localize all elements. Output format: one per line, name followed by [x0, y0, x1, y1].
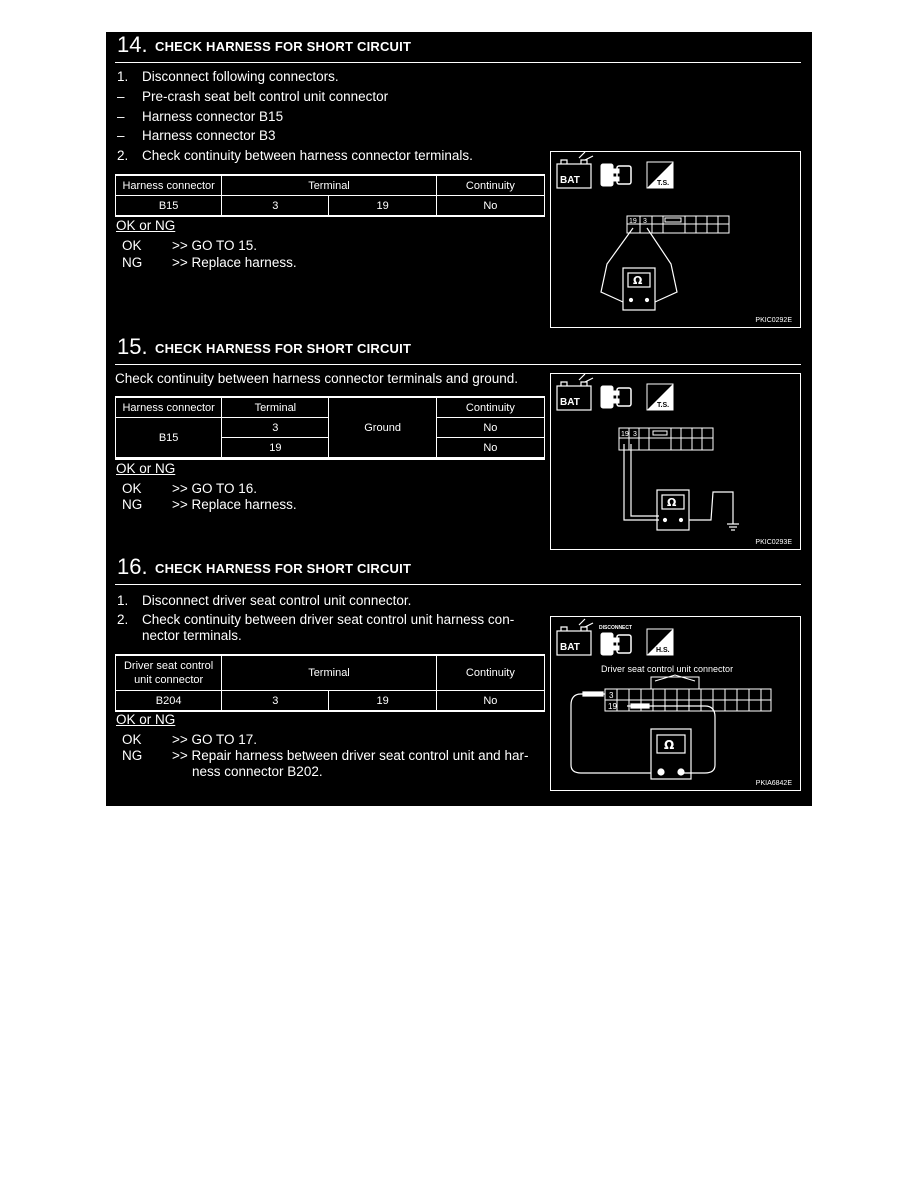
ground-diagram — [551, 374, 800, 549]
document-panel: 14. CHECK HARNESS FOR SHORT CIRCUIT 1. Disconnect following connectors. – Pre-crash seat belt control unit connector – Harness connector B15 – Harness connector B3 2. Check continuity between harness connector terminals. Harness connector Terminal Continuity B15 3 19 No OK or NG OK >> GO TO 15. NG >> Replace harness. BAT T.S. 19 3 Ω PKIC0292E 15. CHECK HARNESS FOR SHORT CIRCUIT Check continuity between harness connector terminals and ground. Harness connector Terminal Ground Continuity B15 3 No 19 No OK or NG OK >> GO TO 16. NG >> Replace harness. BAT T.S. 19 3 Ω PKIC0293E 16. CHECK HARNESS FOR SHORT CIRCUIT 1. Disconnect driver seat control unit connector. 2. Check continuity between driver seat control unit harness con- nector terminals. Driver seat control unit connector Terminal Continuity B204 3 19 No OK or NG OK >> GO TO 17. NG >> Repair harness between driver seat control unit and har- ness connector B202. BAT DISCONNECT H.S. Driver seat control unit connector 3 19 Ω PKIA6842E — [106, 32, 812, 806]
ok-or-ng-label: OK or NG — [116, 218, 176, 233]
terminal-3-label: 3 — [643, 218, 647, 225]
step-number: 14. — [117, 32, 148, 57]
table-divider — [115, 710, 545, 712]
svg-text:3: 3 — [609, 691, 614, 700]
ok-or-ng-label: OK or NG — [116, 712, 176, 727]
table-row: B15 3 19 No — [116, 196, 545, 216]
svg-text:BAT: BAT — [560, 642, 580, 653]
disconnect-label: DISCONNECT — [599, 625, 633, 631]
step-title: CHECK HARNESS FOR SHORT CIRCUIT — [155, 561, 412, 576]
disconnect-icon — [601, 633, 631, 655]
svg-text:Ω: Ω — [633, 274, 643, 287]
connector-icon — [601, 164, 631, 186]
svg-text:19: 19 — [621, 431, 629, 438]
svg-text:19: 19 — [608, 702, 617, 711]
ground-icon — [727, 524, 739, 530]
continuity-diagram — [551, 152, 800, 327]
step-title: CHECK HARNESS FOR SHORT CIRCUIT — [155, 39, 412, 54]
svg-text:Ω: Ω — [667, 496, 677, 509]
wiring-figure-14 — [550, 151, 801, 328]
step-15-header — [115, 334, 801, 365]
svg-text:Ω: Ω — [664, 738, 675, 752]
harness-sign-icon — [647, 629, 673, 655]
test-leads — [601, 228, 677, 302]
ohmmeter-icon — [651, 729, 691, 779]
table-divider — [115, 458, 545, 460]
figure-id: PKIA6842E — [755, 780, 792, 787]
table-row: B204 3 19 No — [116, 691, 545, 711]
test-icon — [647, 384, 673, 410]
ground-continuity-table: Harness connector Terminal Ground Continuity B15 3 No 19 No — [115, 396, 545, 458]
step-14-header — [115, 32, 801, 63]
continuity-table: Harness connector Terminal Continuity B15 3 19 No — [115, 174, 545, 216]
test-leads — [571, 692, 715, 773]
bat-label: BAT — [560, 397, 580, 408]
step-title: CHECK HARNESS FOR SHORT CIRCUIT — [155, 341, 412, 356]
step-16-header — [115, 554, 801, 585]
step-number: 16. — [117, 554, 148, 579]
step-number: 15. — [117, 334, 148, 359]
test-leads — [624, 444, 733, 524]
svg-text:3: 3 — [633, 431, 637, 438]
test-icon — [647, 162, 673, 188]
driver-seat-diagram — [551, 617, 800, 790]
continuity-table: Driver seat control unit connector Terminal Continuity B204 3 19 No — [115, 654, 545, 711]
svg-text:T.S.: T.S. — [657, 180, 670, 187]
table-row: B15 3 No — [116, 418, 545, 438]
figure-id: PKIC0293E — [755, 539, 792, 546]
table-row: 19 No — [116, 438, 545, 458]
wiring-figure-15 — [550, 373, 801, 550]
connector-icon — [601, 386, 631, 408]
connector-caption: Driver seat control unit connector — [601, 664, 734, 674]
bat-label: BAT — [560, 175, 580, 186]
figure-id: PKIC0292E — [755, 317, 792, 324]
wiring-figure-16 — [550, 616, 801, 791]
ok-or-ng-label: OK or NG — [116, 461, 176, 476]
svg-text:H.S.: H.S. — [656, 647, 670, 654]
svg-text:T.S.: T.S. — [657, 402, 670, 409]
terminal-19-label: 19 — [629, 218, 637, 225]
table-divider — [115, 215, 545, 217]
